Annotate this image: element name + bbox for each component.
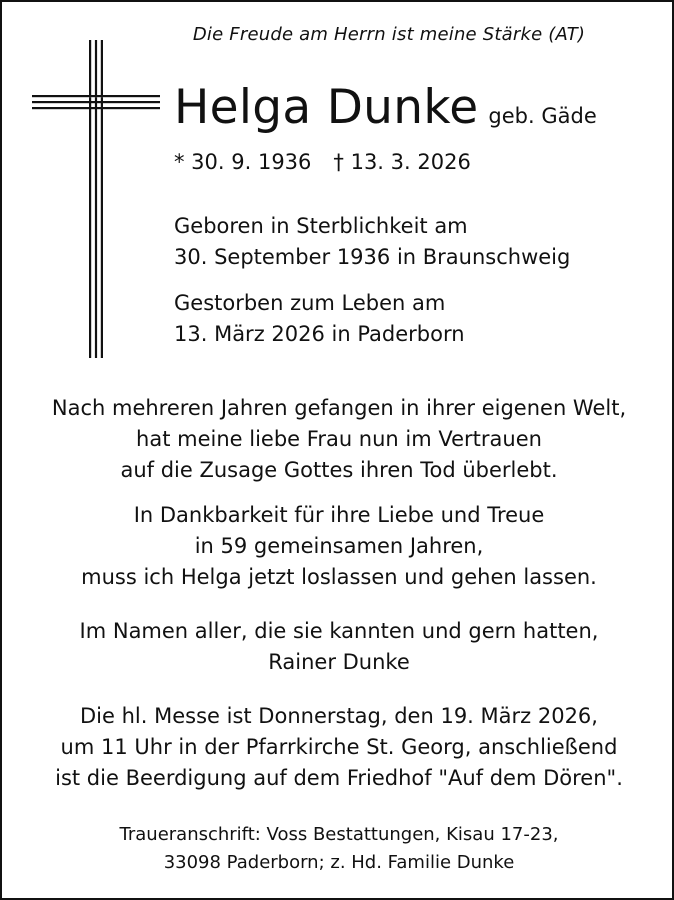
maiden-name: geb. Gäde [488,104,597,128]
died-line: 13. März 2026 in Paderborn [174,322,465,346]
born-line: Geboren in Sterblichkeit am [174,214,468,238]
paragraph-gratitude [2,500,674,593]
birth-date: * 30. 9. 1936 [174,150,312,174]
motto: Die Freude am Herrn ist meine Stärke (AT) [192,24,586,45]
text-line: ist die Beerdigung auf dem Friedhof "Auf dem Dören". [55,766,623,790]
name-row [174,80,597,135]
text-line: muss ich Helga jetzt loslassen und gehen lassen. [81,565,597,589]
signature-block [2,616,674,678]
life-dates [174,150,471,174]
text-line: um 11 Uhr in der Pfarrkirche St. Georg, anschließend [60,735,618,759]
address-line: 33098 Paderborn; z. Hd. Familie Dunke [163,852,515,873]
born-line: 30. September 1936 in Braunschweig [174,245,571,269]
text-line: Nach mehreren Jahren gefangen in ihrer eigenen Welt, [51,396,627,420]
address-line: Traueranschrift: Voss Bestattungen, Kisau 17-23, [119,824,559,845]
text-line: In Dankbarkeit für ihre Liebe und Treue [133,503,545,527]
text-line: Die hl. Messe ist Donnerstag, den 19. März 2026, [80,704,598,728]
text-line: hat meine liebe Frau nun im Vertrauen [136,427,542,451]
death-date: † 13. 3. 2026 [333,150,471,174]
mass-info [2,701,674,794]
signatory-name: Rainer Dunke [268,650,410,674]
cross-icon [32,40,160,358]
text-line: in 59 gemeinsamen Jahren, [194,534,484,558]
deceased-name: Helga Dunke [174,80,479,135]
text-line: auf die Zusage Gottes ihren Tod überlebt. [120,458,558,482]
died-text [174,288,465,350]
text-line: Im Namen aller, die sie kannten und gern hatten, [79,619,599,643]
mourning-address [2,821,674,877]
died-line: Gestorben zum Leben am [174,291,446,315]
born-text [174,211,570,273]
paragraph-tribute [2,393,674,486]
